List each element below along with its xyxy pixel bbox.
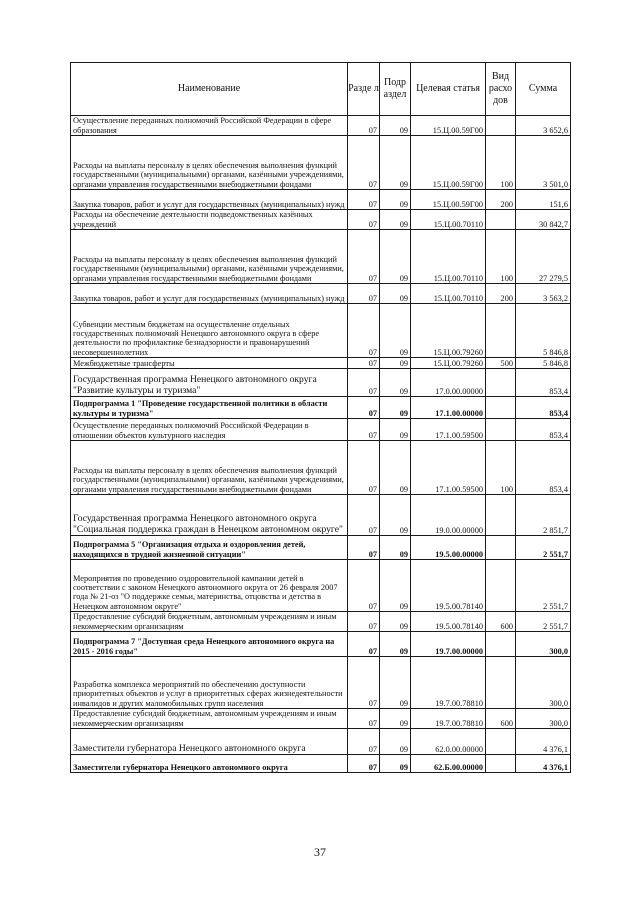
row-sum: 853,4 [516,397,571,419]
row-section: 07 [348,369,380,397]
row-target-article: 19.5.00.78140 [411,612,486,632]
row-section: 07 [348,657,380,709]
header-expense-kind: Вид расхо дов [486,63,516,116]
row-sum: 3 501,0 [516,136,571,190]
row-section: 07 [348,116,380,136]
row-name: Заместители губернатора Ненецкого автономного округа [71,755,348,773]
row-subsection: 09 [380,304,411,358]
row-expense-kind: 600 [486,612,516,632]
row-expense-kind [486,419,516,441]
row-name: Осуществление переданных полномочий Российской Федерации в отношении объектов культурного наследия [71,419,348,441]
row-subsection: 09 [380,632,411,657]
page-number: 37 [314,845,326,859]
row-target-article: 19.5.00.00000 [411,536,486,560]
row-expense-kind: 600 [486,709,516,729]
table-row [71,536,571,560]
row-name: Государственная программа Ненецкого автономного округа "Развитие культуры и туризма" [71,369,348,397]
row-section: 07 [348,419,380,441]
row-expense-kind [486,632,516,657]
row-section: 07 [348,304,380,358]
row-expense-kind [486,304,516,358]
row-subsection: 09 [380,612,411,632]
row-section: 07 [348,210,380,230]
row-sum: 4 376,1 [516,755,571,773]
row-name: Межбюджетные трансферты [71,358,348,369]
row-subsection: 09 [380,560,411,612]
row-target-article: 17.0.00.00000 [411,369,486,397]
row-subsection: 09 [380,230,411,284]
row-expense-kind [486,560,516,612]
table-row [71,136,571,190]
row-sum: 300,0 [516,657,571,709]
row-expense-kind [486,495,516,536]
row-sum: 300,0 [516,632,571,657]
table-row [71,369,571,397]
row-sum: 4 376,1 [516,729,571,755]
row-name: Расходы на выплаты персоналу в целях обеспечения выполнения функций государственными (муниципальными) органами, казёнными учреждениями, органами управления государственными внебюджетными фондами [71,136,348,190]
row-sum: 30 842,7 [516,210,571,230]
row-expense-kind [486,755,516,773]
row-subsection: 09 [380,284,411,304]
row-section: 07 [348,632,380,657]
row-sum: 853,4 [516,369,571,397]
row-expense-kind: 200 [486,284,516,304]
row-target-article: 15.Ц.00.59Г00 [411,116,486,136]
row-subsection: 09 [380,536,411,560]
row-expense-kind: 100 [486,136,516,190]
row-name: Осуществление переданных полномочий Российской Федерации в сфере образования [71,116,348,136]
table-row [71,657,571,709]
row-target-article: 17.1.00.00000 [411,397,486,419]
row-sum: 5 846,8 [516,358,571,369]
row-name: Государственная программа Ненецкого автономного округа "Социальная поддержка граждан в Ненецком автономном округе" [71,495,348,536]
table-body [71,116,571,773]
row-name: Заместители губернатора Ненецкого автономного округа [71,729,348,755]
header-name: Наименование [71,63,348,116]
row-name: Расходы на выплаты персоналу в целях обеспечения выполнения функций государственными (муниципальными) органами, казёнными учреждениями, органами управления государственными внебюджетными фондами [71,230,348,284]
table-row [71,190,571,210]
table-row [71,709,571,729]
table-row [71,495,571,536]
row-expense-kind [486,729,516,755]
row-subsection: 09 [380,190,411,210]
row-name: Подпрограмма 5 "Организация отдыха и оздоровления детей, находящихся в трудной жизненной ситуации" [71,536,348,560]
row-target-article: 15.Ц.00.79260 [411,358,486,369]
row-name: Подпрограмма 1 "Проведение государственной политики в области культуры и туризма" [71,397,348,419]
row-target-article: 19.0.00.00000 [411,495,486,536]
row-target-article: 15.Ц.00.79260 [411,304,486,358]
row-name: Субвенции местным бюджетам на осуществление отдельных государственных полномочий Ненецкого автономного округа в сфере деятельности по профилактике безнадзорности и правонарушений несовершеннолетних [71,304,348,358]
row-section: 07 [348,136,380,190]
row-section: 07 [348,284,380,304]
row-expense-kind: 500 [486,358,516,369]
table-row [71,116,571,136]
row-sum: 853,4 [516,441,571,495]
header-sum: Сумма [516,63,571,116]
row-name: Расходы на обеспечение деятельности подведомственных казённых учреждений [71,210,348,230]
row-expense-kind [486,116,516,136]
row-expense-kind [486,536,516,560]
row-section: 07 [348,536,380,560]
table-row [71,210,571,230]
table-row [71,560,571,612]
row-subsection: 09 [380,419,411,441]
row-target-article: 19.7.00.78810 [411,657,486,709]
row-target-article: 19.5.00.78140 [411,560,486,612]
row-target-article: 19.7.00.00000 [411,632,486,657]
row-expense-kind [486,657,516,709]
row-name: Мероприятия по проведению оздоровительной кампании детей в соответствии с законом Ненецкого автономного округа от 26 февраля 2007 года № 21-оз "О поддержке семьи, материнства, отцовства и детства в Ненецком автономном округе" [71,560,348,612]
row-sum: 3 563,2 [516,284,571,304]
header-target-article: Целевая статья [411,63,486,116]
row-section: 07 [348,755,380,773]
row-expense-kind: 200 [486,190,516,210]
row-section: 07 [348,230,380,284]
row-subsection: 09 [380,210,411,230]
row-section: 07 [348,612,380,632]
row-subsection: 09 [380,358,411,369]
row-section: 07 [348,560,380,612]
row-section: 07 [348,495,380,536]
table-row [71,632,571,657]
row-subsection: 09 [380,709,411,729]
row-section: 07 [348,729,380,755]
table-row [71,419,571,441]
row-target-article: 15.Ц.00.70110 [411,284,486,304]
row-name: Закупка товаров, работ и услуг для государственных (муниципальных) нужд [71,284,348,304]
row-target-article: 19.7.00.78810 [411,709,486,729]
table-row [71,441,571,495]
header-subsection: Подр аздел [380,63,411,116]
table-row [71,729,571,755]
row-sum: 2 551,7 [516,560,571,612]
row-section: 07 [348,358,380,369]
row-subsection: 09 [380,441,411,495]
row-name: Подпрограмма 7 "Доступная среда Ненецкого автономного округа на 2015 - 2016 годы" [71,632,348,657]
table-row [71,397,571,419]
row-section: 07 [348,709,380,729]
row-expense-kind: 100 [486,230,516,284]
row-name: Разработка комплекса мероприятий по обеспечению доступности приоритетных объектов и услуг в приоритетных сферах жизнедеятельности инвалидов и других маломобильных групп населения [71,657,348,709]
row-target-article: 62.Б.00.00000 [411,755,486,773]
row-sum: 27 279,5 [516,230,571,284]
table-row [71,284,571,304]
row-name: Предоставление субсидий бюджетным, автономным учреждениям и иным некоммерческим организациям [71,709,348,729]
table-row [71,304,571,358]
row-sum: 300,0 [516,709,571,729]
row-subsection: 09 [380,657,411,709]
row-name: Закупка товаров, работ и услуг для государственных (муниципальных) нужд [71,190,348,210]
row-expense-kind [486,397,516,419]
row-sum: 2 851,7 [516,495,571,536]
row-target-article: 62.0.00.00000 [411,729,486,755]
row-expense-kind: 100 [486,441,516,495]
row-subsection: 09 [380,116,411,136]
row-target-article: 15.Ц.00.59Г00 [411,136,486,190]
row-target-article: 17.1.00.59500 [411,419,486,441]
row-sum: 151,6 [516,190,571,210]
row-target-article: 17.1.00.59500 [411,441,486,495]
row-section: 07 [348,190,380,210]
table-header-row [71,63,571,116]
row-subsection: 09 [380,495,411,536]
row-sum: 5 846,8 [516,304,571,358]
row-target-article: 15.Ц.00.70110 [411,210,486,230]
row-sum: 3 652,6 [516,116,571,136]
row-subsection: 09 [380,369,411,397]
row-section: 07 [348,441,380,495]
row-subsection: 09 [380,136,411,190]
table-row [71,755,571,773]
row-section: 07 [348,397,380,419]
row-target-article: 15.Ц.00.70110 [411,230,486,284]
row-sum: 2 551,7 [516,536,571,560]
row-name: Предоставление субсидий бюджетным, автономным учреждениям и иным некоммерческим организациям [71,612,348,632]
row-expense-kind [486,369,516,397]
table-row [71,612,571,632]
budget-table [70,62,571,773]
header-section: Разде л [348,63,380,116]
table-row [71,358,571,369]
row-target-article: 15.Ц.00.59Г00 [411,190,486,210]
row-sum: 2 551,7 [516,612,571,632]
row-subsection: 09 [380,755,411,773]
row-sum: 853,4 [516,419,571,441]
row-subsection: 09 [380,397,411,419]
row-subsection: 09 [380,729,411,755]
row-name: Расходы на выплаты персоналу в целях обеспечения выполнения функций государственными (муниципальными) органами, казёнными учреждениями, органами управления государственными внебюджетными фондами [71,441,348,495]
row-expense-kind [486,210,516,230]
table-row [71,230,571,284]
